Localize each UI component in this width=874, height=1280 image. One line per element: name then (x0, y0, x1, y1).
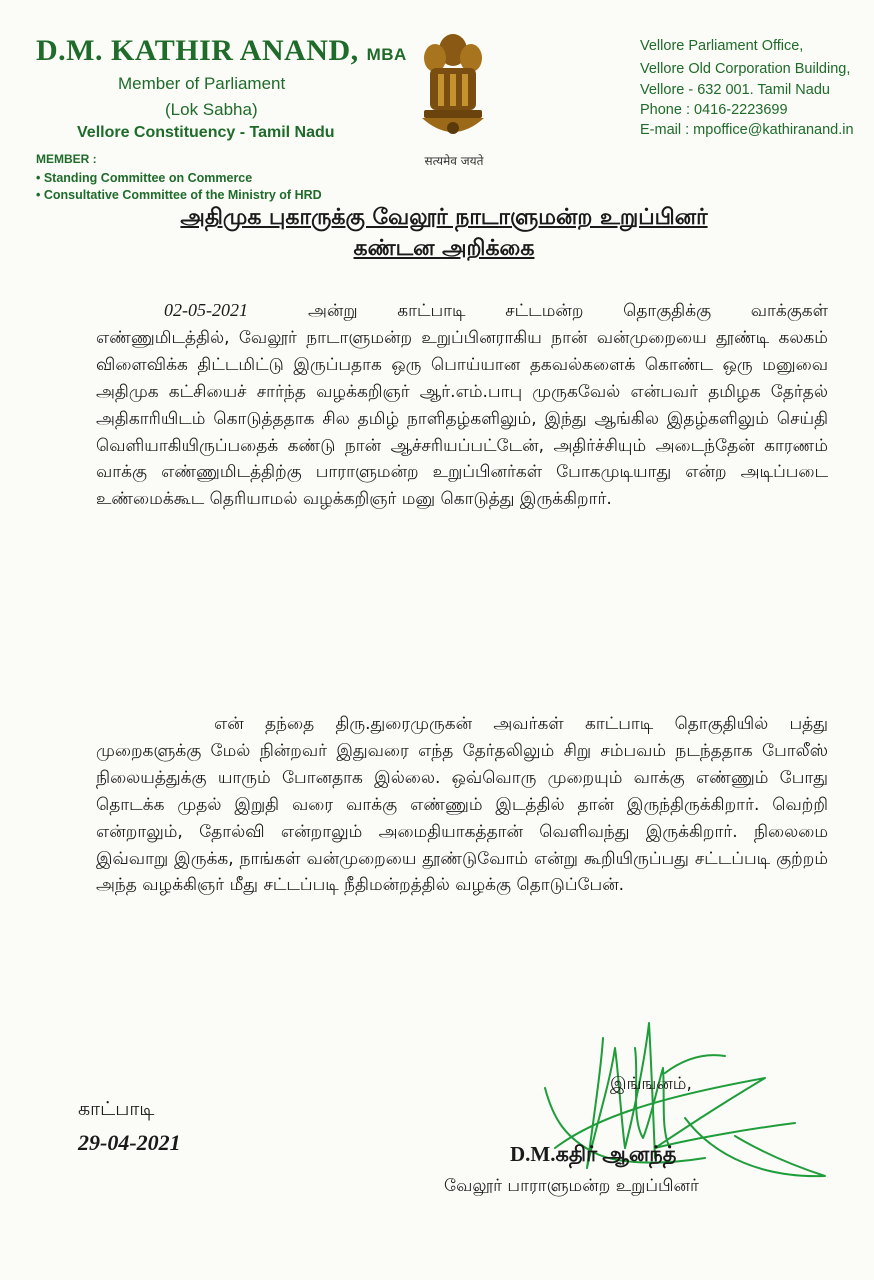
statement-heading: அதிமுக புகாருக்கு வேலூர் நாடாளுமன்ற உறுப்பினர் (180, 205, 708, 230)
office-line: Vellore Old Corporation Building, (640, 61, 851, 77)
body-paragraph-1 (96, 297, 828, 513)
signer-title: வேலூர் பாராளுமன்ற உறுப்பினர் (444, 1176, 699, 1196)
statement-date: 02-05-2021 (164, 300, 248, 320)
paragraph-2-text: என் தந்தை திரு.துரைமுருகன் அவர்கள் காட்பாடி தொகுதியில் பத்து முறைகளுக்கு மேல் நின்றவர் இதுவரை எந்த தேர்தலிலும் சிறு சம்பவம் நடந்ததாக போலீஸ் நிலையத்துக்கு யாரும் போனதாக இல்லை. ஒவ்வொரு முறையும் வாக்கு எண்ணும் போது தொடக்க முதல் இறுதி வரை வாக்கு எண்ணும் இடத்தில் தான் இருந்திருக்கிறார். வெற்றி என்றாலும், தோல்வி என்றாலும் அமைதியாகத்தான் வெளிவந்து இருக்கிறார். நிலைமை இவ்வாறு இருக்க, நாங்கள் வன்முறையை தூண்டுவோம் என்று கூறியிருப்பது சட்டப்படி குற்றம் அந்த வழக்கிஞர் மீது சட்டப்படி நீதிமன்றத்தில் வழக்கு தொடுப்பேன். (96, 714, 828, 896)
membership-item: • Consultative Committee of the Ministry of HRD (36, 188, 322, 202)
statement-subheading: கண்டன அறிக்கை (353, 236, 535, 261)
body-paragraph-2 (96, 711, 828, 899)
place: காட்பாடி (78, 1098, 155, 1120)
membership-item: • Standing Committee on Commerce (36, 171, 253, 185)
mp-house: (Lok Sabha) (165, 100, 258, 119)
member-label: MEMBER : (36, 152, 97, 166)
emblem-motto: सत्यमेव जयते (424, 154, 484, 168)
mp-name (36, 34, 407, 68)
office-line: Vellore - 632 001. Tamil Nadu (640, 82, 830, 98)
mp-name-text: D.M. KATHIR ANAND, (36, 34, 359, 67)
office-line: Vellore Parliament Office, (640, 38, 804, 54)
mp-role: Member of Parliament (118, 74, 286, 93)
signed-date: 29-04-2021 (78, 1130, 181, 1155)
closing-salutation: இங்ஙனம், (610, 1074, 692, 1094)
mp-degree: MBA (366, 45, 407, 64)
office-phone: Phone : 0416-2223699 (640, 102, 788, 118)
mp-constituency: Vellore Constituency - Tamil Nadu (77, 124, 335, 141)
national-emblem-icon (408, 28, 498, 148)
office-email: E-mail : mpoffice@kathiranand.in (640, 122, 854, 138)
paragraph-1-text: அன்று காட்பாடி சட்டமன்ற தொகுதிக்கு வாக்குகள் எண்ணுமிடத்தில், வேலூர் நாடாளுமன்ற உறுப்பினராகிய நான் வன்முறையை தூண்டி கலகம் விளைவிக்க திட்டமிட்டு இருப்பதாக ஒரு பொய்யான தகவல்களைக் கொண்ட ஒரு மனுவை அதிமுக கட்சியைச் சார்ந்த வழக்கறிஞர் ஆர்.எம்.பாபு முருகவேல் என்பவர் தமிழக தேர்தல் அதிகாரியிடம் கொடுத்ததாக சில தமிழ் நாளிதழ்களிலும், இந்து ஆங்கில இதழ்களிலும் செய்தி வெளியாகியிருப்பதைக் கண்டு நான் ஆச்சரியப்பட்டேன், அதிர்ச்சியும் அடைந்தேன் காரணம் வாக்கு எண்ணுமிடத்திற்கு பாராளுமன்ற உறுப்பினர்கள் போகமுடியாது என்ற அடிப்படை உண்மைக்கூட தெரியாமல் வழக்கறிஞர் மனு கொடுத்து இருக்கிறார். (96, 301, 828, 510)
signer-name: D.M.கதிர் ஆனந்த் (510, 1142, 677, 1166)
